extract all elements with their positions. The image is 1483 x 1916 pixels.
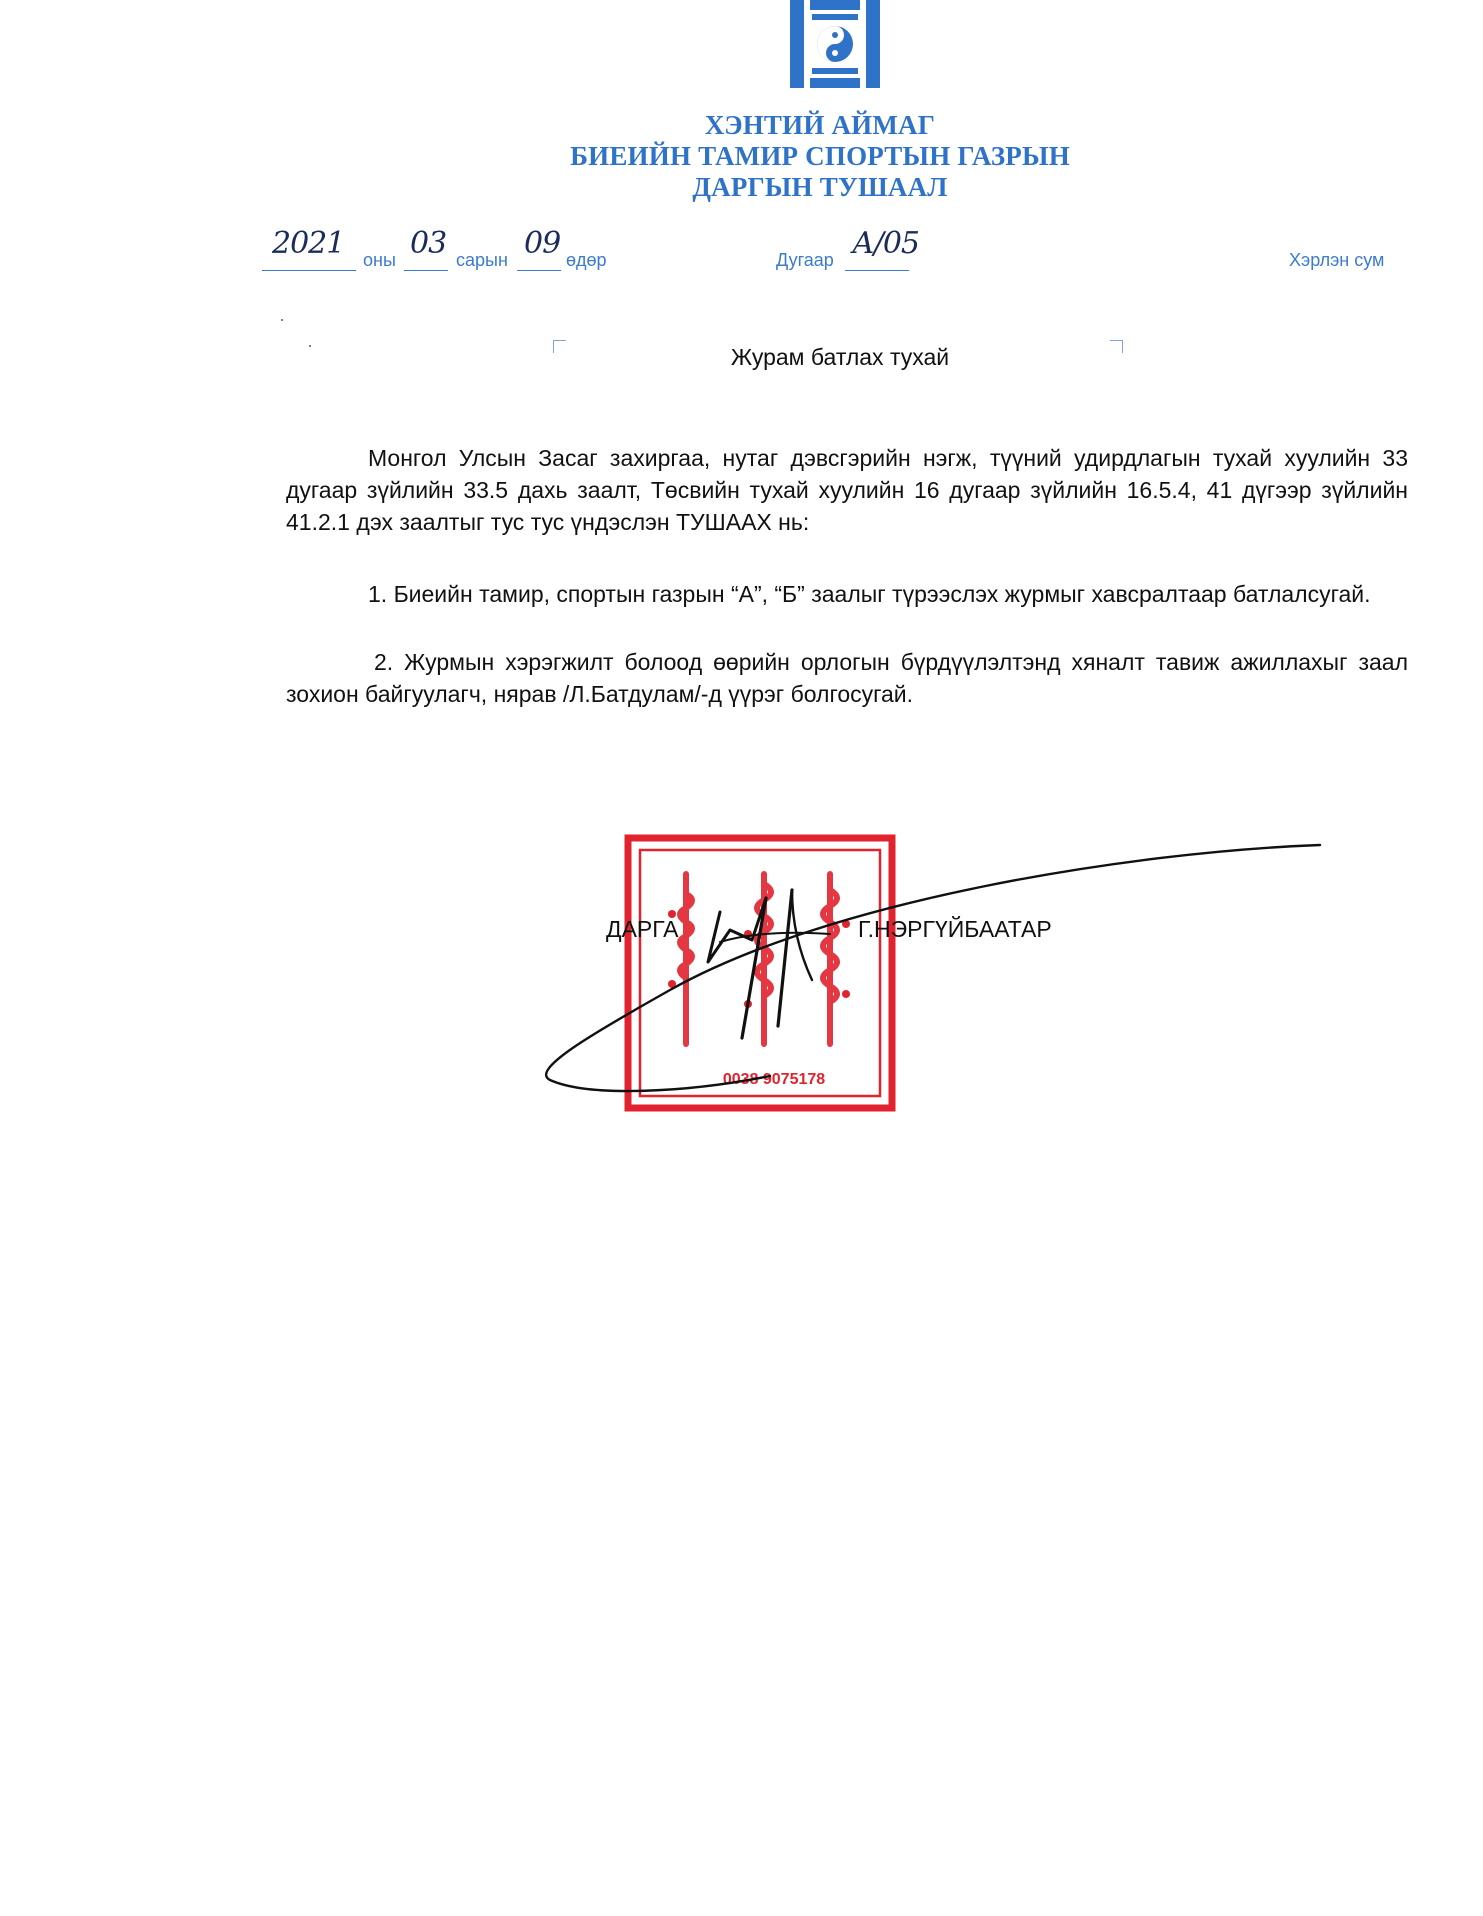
year-label: оны	[363, 250, 396, 270]
soyombo-emblem-icon	[790, 0, 880, 88]
year-underline	[262, 270, 356, 271]
document-header	[540, 110, 1100, 203]
handwritten-signature	[530, 830, 1330, 1100]
scan-dot	[309, 345, 311, 347]
day-underline	[517, 270, 561, 271]
number-underline	[845, 270, 909, 271]
order-item-2: 2. Журмын хэрэгжилт болоод өөрийн орлогын бүрдүүлэлтэнд хяналт тавиж ажиллахыг заал зохион байгуулагч, нярав /Л.Батдулам/-д үүрэг болгосугай.	[286, 649, 1408, 707]
day-value: 09	[524, 226, 561, 261]
header-line-3: ДАРГЫН ТУШААЛ	[692, 172, 948, 202]
header-line-2: БИЕИЙН ТАМИР СПОРТЫН ГАЗРЫН	[570, 141, 1070, 171]
day-label: өдөр	[566, 250, 607, 270]
month-underline	[404, 270, 448, 271]
order-item-1: 1. Биеийн тамир, спортын газрын “А”, “Б” заалыг түрээслэх журмыг хавсралтаар батлалсугай.	[368, 581, 1371, 607]
document-title: Журам батлах тухай	[730, 344, 950, 370]
document-meta-line	[0, 228, 1483, 278]
scan-dot	[281, 319, 283, 321]
month-label: сарын	[456, 250, 508, 270]
preamble-paragraph: Монгол Улсын Засаг захиргаа, нутаг дэвсгэрийн нэгж, түүний удирдлагын тухай хуулийн 33 дугаар зүйлийн 33.5 дахь заалт, Төсвийн тухай хуулийн 16 дугаар зүйлийн 16.5.4, 41 дүгээр зүйлийн 41.2.1 дэх заалтыг тус тус үндэслэн ТУШААХ нь:	[286, 445, 1408, 535]
year-value: 2021	[272, 226, 345, 261]
signatory-name: Г.НЭРГҮЙБААТАР	[858, 916, 1052, 942]
seal-number: 0038 9075178	[722, 1071, 826, 1088]
number-label: Дугаар	[776, 250, 834, 270]
signatory-position: ДАРГА	[606, 916, 679, 942]
number-value: А/05	[852, 226, 920, 261]
month-value: 03	[410, 226, 447, 261]
header-line-1: ХЭНТИЙ АЙМАГ	[704, 110, 936, 140]
place-label: Хэрлэн сум	[1289, 250, 1385, 270]
